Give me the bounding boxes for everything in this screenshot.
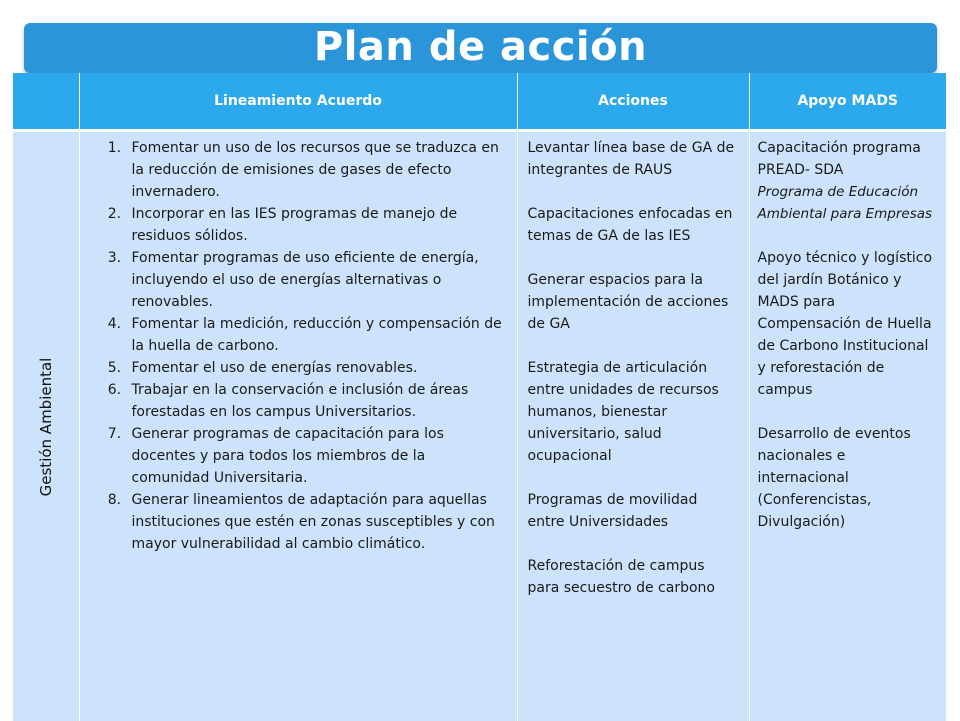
capacitacion-title: Capacitación programa PREAD- SDA bbox=[758, 137, 937, 181]
list-item: 8. Generar lineamientos de adaptación para aquellas instituciones que estén en zonas susceptibles y con mayor vulnerabilidad al cambio climático. bbox=[126, 489, 503, 555]
apoyo-mads-cell bbox=[749, 131, 946, 721]
eventos-text: Desarrollo de eventos nacionales e internacional (Conferencistas, Divulgación) bbox=[758, 423, 937, 533]
list-item: 5. Fomentar el uso de energías renovables. bbox=[126, 357, 503, 379]
accion-item: Levantar línea base de GA de integrantes de RAUS bbox=[528, 137, 739, 181]
list-item: 6. Trabajar en la conservación e inclusión de áreas forestadas en los campus Universitarios. bbox=[126, 379, 503, 423]
list-item: 1. Fomentar un uso de los recursos que se traduzca en la reducción de emisiones de gases de efecto invernadero. bbox=[126, 137, 503, 203]
lineamiento-list bbox=[80, 132, 517, 555]
list-item: 4. Fomentar la medición, reducción y compensación de la huella de carbono. bbox=[126, 313, 503, 357]
list-item: 3. Fomentar programas de uso eficiente de energía, incluyendo el uso de energías alternativas o renovables. bbox=[126, 247, 503, 313]
capacitacion-subtitle: Programa de Educación Ambiental para Empresas bbox=[758, 181, 937, 225]
table-row bbox=[13, 131, 946, 721]
capacitacion-block bbox=[758, 137, 937, 225]
apoyo-tecnico-text: Apoyo técnico y logístico del jardín Botánico y MADS para Compensación de Huella de Carbono Institucional y reforestación de campus bbox=[758, 247, 937, 401]
row-header-cell bbox=[13, 131, 79, 721]
accion-item: Estrategia de articulación entre unidades de recursos humanos, bienestar universitario, salud ocupacional bbox=[528, 357, 739, 467]
header-row bbox=[13, 73, 946, 131]
header-apoyo-mads: Apoyo MADS bbox=[749, 73, 946, 131]
accion-item: Generar espacios para la implementación de acciones de GA bbox=[528, 269, 739, 335]
list-item: 7. Generar programas de capacitación para los docentes y para todos los miembros de la comunidad Universitaria. bbox=[126, 423, 503, 489]
lineamiento-cell bbox=[79, 131, 517, 721]
acciones-cell bbox=[517, 131, 749, 721]
accion-item: Programas de movilidad entre Universidades bbox=[528, 489, 739, 533]
list-item: 2. Incorporar en las IES programas de manejo de residuos sólidos. bbox=[126, 203, 503, 247]
header-empty bbox=[13, 73, 79, 131]
accion-item: Capacitaciones enfocadas en temas de GA de las IES bbox=[528, 203, 739, 247]
slide-title: Plan de acción bbox=[24, 21, 937, 73]
row-label: Gestión Ambiental bbox=[35, 357, 57, 496]
action-plan-table bbox=[13, 73, 946, 721]
accion-item: Reforestación de campus para secuestro de carbono bbox=[528, 555, 739, 599]
header-acciones: Acciones bbox=[517, 73, 749, 131]
header-lineamiento: Lineamiento Acuerdo bbox=[79, 73, 517, 131]
